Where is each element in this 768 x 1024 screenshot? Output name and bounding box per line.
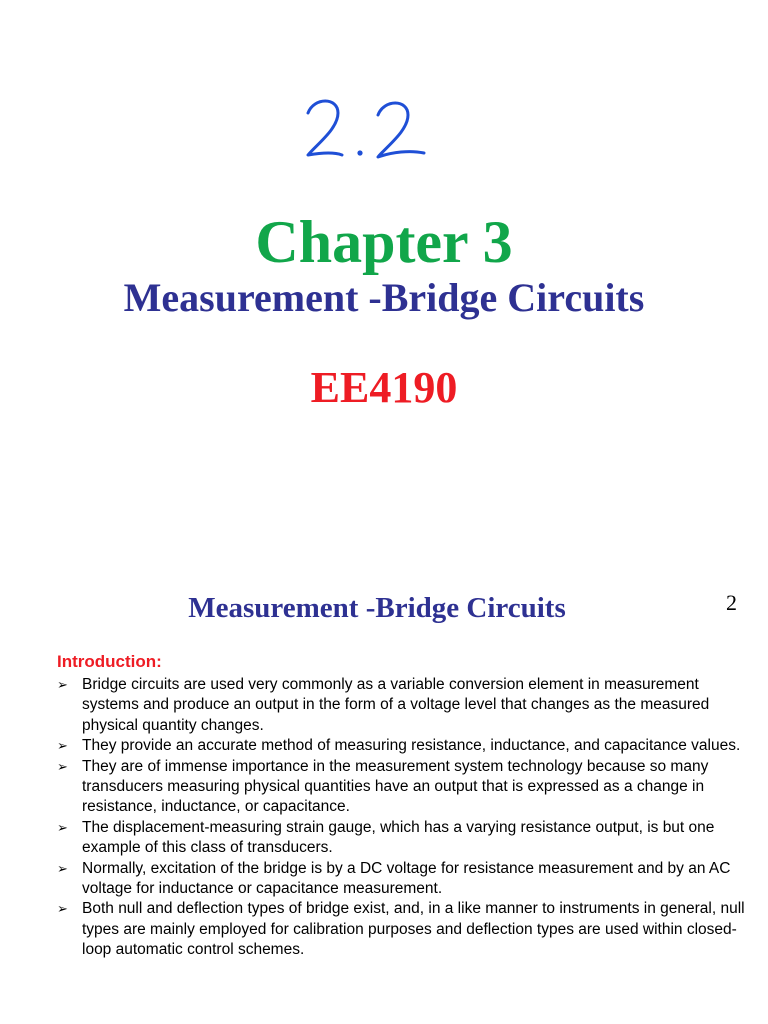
content-slide [0,560,768,1024]
list-item-text: The displacement-measuring strain gauge, which has a varying resistance output, is but one example of this class of transducers. [82,818,715,857]
list-item [57,757,757,818]
bullet-list [57,675,757,961]
section-heading: Introduction: [57,652,162,671]
arrowhead-bullet-icon: ➢ [57,738,68,754]
list-item [57,818,757,859]
arrowhead-bullet-icon: ➢ [57,677,68,692]
page-number: 2 [726,590,737,615]
list-item-text: They are of immense importance in the measurement system technology because so many transducers measuring physical quantities have an output that is expressed as a change in resistance, inductance, or capacitance. [82,757,709,816]
list-item-text: They provide an accurate method of measuring resistance, inductance, and capacitance values. [82,737,741,755]
list-item [57,736,757,756]
arrowhead-bullet-icon: ➢ [57,901,68,917]
list-item [57,859,757,900]
list-item-text: Both null and deflection types of bridge exist, and, in a like manner to instruments in general, null types are mainly employed for calibration purposes and deflection types are used within closed-loop automatic control schemes. [82,900,745,959]
arrowhead-bullet-icon: ➢ [57,819,68,835]
list-item-text: Bridge circuits are used very commonly as a variable conversion element in measurement systems and produce an output in the form of a voltage level that changes as the measured physical quantity changes. [82,676,710,734]
arrowhead-bullet-icon: ➢ [57,860,68,876]
course-code: EE4190 [310,363,458,412]
slide-title: Measurement -Bridge Circuits [188,592,566,624]
arrowhead-bullet-icon: ➢ [57,758,68,774]
list-item-text: Normally, excitation of the bridge is by a DC voltage for resistance measurement and by an AC voltage for inductance or capacitance measurement. [82,859,731,898]
chapter-title: Chapter 3 [255,209,513,275]
handwritten-note [300,95,430,165]
chapter-subtitle: Measurement -Bridge Circuits [123,275,645,320]
list-item [57,899,757,960]
list-item [57,675,757,736]
